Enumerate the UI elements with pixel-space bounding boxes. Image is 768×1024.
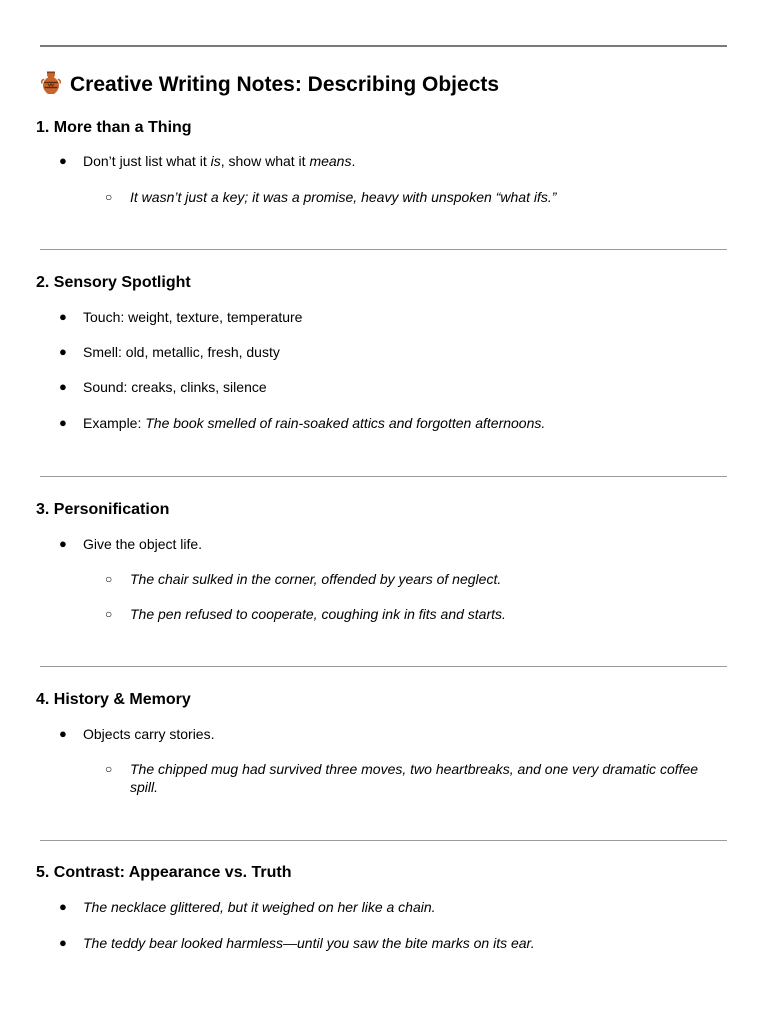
bullet-icon: ● — [59, 344, 67, 359]
bullet-icon: ● — [59, 415, 67, 430]
sub-bullet-icon: ○ — [105, 607, 113, 621]
bullet-icon: ● — [59, 309, 67, 324]
sub-list-item: The chipped mug had survived three moves, two heartbreaks, and one very dramatic coffee spill. — [130, 761, 699, 795]
sub-list-item: The pen refused to cooperate, coughing ink in fits and starts. — [130, 606, 506, 622]
bullet-icon: ● — [59, 726, 67, 741]
list-item: Sound: creaks, clinks, silence — [83, 379, 267, 395]
sub-list-item: The chair sulked in the corner, offended by years of neglect. — [130, 571, 502, 587]
sub-list-item: It wasn’t just a key; it was a promise, heavy with unspoken “what ifs.” — [130, 189, 557, 205]
list-item: The teddy bear looked harmless—until you saw the bite marks on its ear. — [83, 935, 535, 951]
top-rule — [40, 45, 727, 47]
bullet-icon: ● — [59, 935, 67, 950]
sub-bullet-icon: ○ — [105, 572, 113, 586]
section-divider — [40, 840, 727, 841]
section-divider — [40, 666, 727, 667]
list-item: Objects carry stories. — [83, 726, 215, 742]
section-divider — [40, 476, 727, 477]
sub-bullet-icon: ○ — [105, 762, 113, 776]
list-item: Touch: weight, texture, temperature — [83, 309, 303, 325]
page-title — [38, 70, 499, 100]
amphora-icon — [38, 70, 64, 96]
page-title-text: Creative Writing Notes: Describing Objects — [70, 73, 500, 96]
bullet-icon: ● — [59, 153, 67, 168]
section-heading-4: 4. History & Memory — [36, 691, 191, 708]
list-item: Example: The book smelled of rain-soaked attics and forgotten afternoons. — [83, 415, 546, 431]
section-heading-5: 5. Contrast: Appearance vs. Truth — [36, 864, 292, 881]
section-divider — [40, 249, 727, 250]
bullet-icon: ● — [59, 899, 67, 914]
list-item: Smell: old, metallic, fresh, dusty — [83, 344, 280, 360]
list-item: Give the object life. — [83, 536, 203, 552]
sub-bullet-icon: ○ — [105, 190, 113, 204]
section-heading-1: 1. More than a Thing — [36, 119, 192, 136]
list-item: The necklace glittered, but it weighed on her like a chain. — [83, 899, 436, 915]
bullet-icon: ● — [59, 379, 67, 394]
list-item: Don’t just list what it is, show what it means. — [83, 153, 356, 169]
bullet-icon: ● — [59, 536, 67, 551]
section-heading-2: 2. Sensory Spotlight — [36, 274, 191, 291]
section-heading-3: 3. Personification — [36, 501, 170, 518]
